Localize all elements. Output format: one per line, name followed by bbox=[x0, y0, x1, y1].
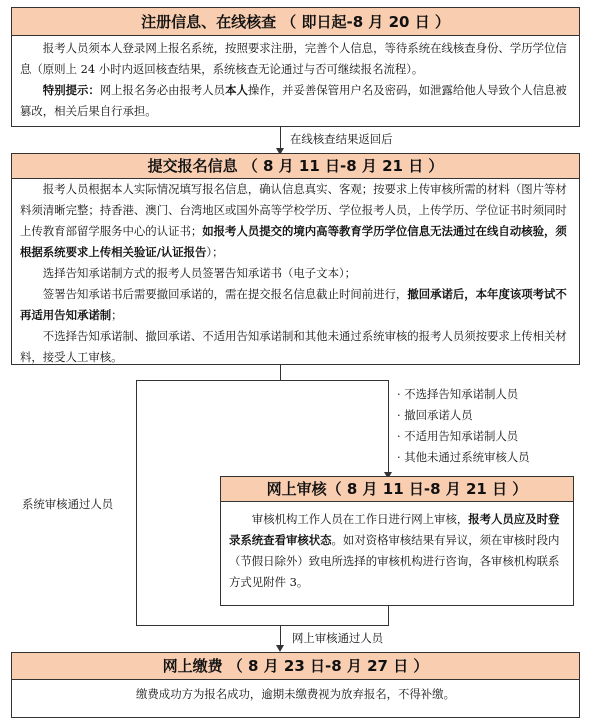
branch-list bbox=[397, 384, 530, 468]
branch-item-1: · 不选择告知承诺制人员 bbox=[397, 387, 519, 401]
connector1-label: 在线核查结果返回后 bbox=[290, 132, 393, 146]
step4-title: 网上缴费 （ 8 月 23 日-8 月 27 日 ） bbox=[12, 653, 579, 680]
connector3-label: 网上审核通过人员 bbox=[292, 631, 384, 645]
step3-box bbox=[220, 476, 574, 606]
step2-body bbox=[12, 179, 579, 368]
step2-para1: 报考人员根据本人实际情况填写报名信息，确认信息真实、客观；按要求上传审核所需的材料（图片等材料须清晰完整；持香港、澳门、台湾地区或国外高等学校学历、学位报考人员，上传学历、学位证书时须同时上传教育部留学服务中心的认证书；如报考人员提交的境内高等教育学历学位信息无法通过在线自动核验，须根据系统要求上传相关验证/认证报告）； bbox=[20, 182, 567, 259]
step1-para1: 报考人员须本人登录网上报名系统，按照要求注册，完善个人信息，等待系统在线核查身份、学历学位信息（原则上 24 小时内返回核查结果，系统核查无论通过与否可继续报名流程）。 bbox=[20, 41, 567, 76]
step4-body bbox=[12, 684, 579, 705]
branch-top-horizontal bbox=[136, 380, 389, 381]
step2-box bbox=[11, 153, 580, 365]
step1-box bbox=[11, 7, 580, 127]
connector1-line bbox=[280, 127, 281, 150]
step2-para2: 选择告知承诺制方式的报考人员签署告知承诺书（电子文本）； bbox=[42, 266, 357, 280]
branch-item-4: · 其他未通过系统审核人员 bbox=[397, 450, 530, 464]
connector3-arrow bbox=[276, 645, 284, 652]
stem-from-step2 bbox=[280, 365, 281, 380]
branch-item-3: · 不适用告知承诺制人员 bbox=[397, 429, 519, 443]
step3-body bbox=[221, 509, 573, 593]
left-branch-vertical bbox=[136, 380, 137, 626]
step4-box bbox=[11, 652, 580, 718]
step1-body bbox=[12, 38, 579, 122]
step3-down-line bbox=[388, 606, 389, 626]
step1-title: 注册信息、在线核查 （ 即日起-8 月 20 日 ） bbox=[12, 8, 579, 36]
right-branch-vertical bbox=[388, 380, 389, 474]
step2-title: 提交报名信息 （ 8 月 11 日-8 月 21 日 ） bbox=[12, 154, 579, 179]
bypass-label: 系统审核通过人员 bbox=[22, 497, 114, 511]
step2-para3: 签署告知承诺书后需要撤回承诺的，需在提交报名信息截止时间前进行，撤回承诺后，本年度该项考试不再适用告知承诺制； bbox=[20, 287, 567, 322]
branch-item-2: · 撤回承诺人员 bbox=[397, 408, 473, 422]
connector3-line bbox=[280, 625, 281, 647]
step3-title: 网上审核（ 8 月 11 日-8 月 21 日 ） bbox=[221, 477, 573, 502]
step2-para4: 不选择告知承诺制、撤回承诺、不适用告知承诺制和其他未通过系统审核的报考人员须按要求上传相关材料，接受人工审核。 bbox=[20, 329, 567, 364]
step4-para1: 缴费成功方为报名成功，逾期未缴费视为放弃报名，不得补缴。 bbox=[136, 687, 455, 701]
merge-horizontal bbox=[136, 625, 389, 626]
special-note-label: 特别提示： bbox=[42, 83, 100, 97]
step1-para2: 特别提示：网上报名务必由报考人员本人操作，并妥善保管用户名及密码，如泄露给他人导致个人信息被篡改，相关后果自行承担。 bbox=[20, 83, 567, 118]
step3-para1: 审核机构工作人员在工作日进行网上审核，报考人员应及时登录系统查看审核状态。如对资格审核结果有异议，须在审核时段内（节假日除外）致电所选择的审核机构进行咨询，各审核机构联系方式见附件 3。 bbox=[229, 512, 560, 589]
